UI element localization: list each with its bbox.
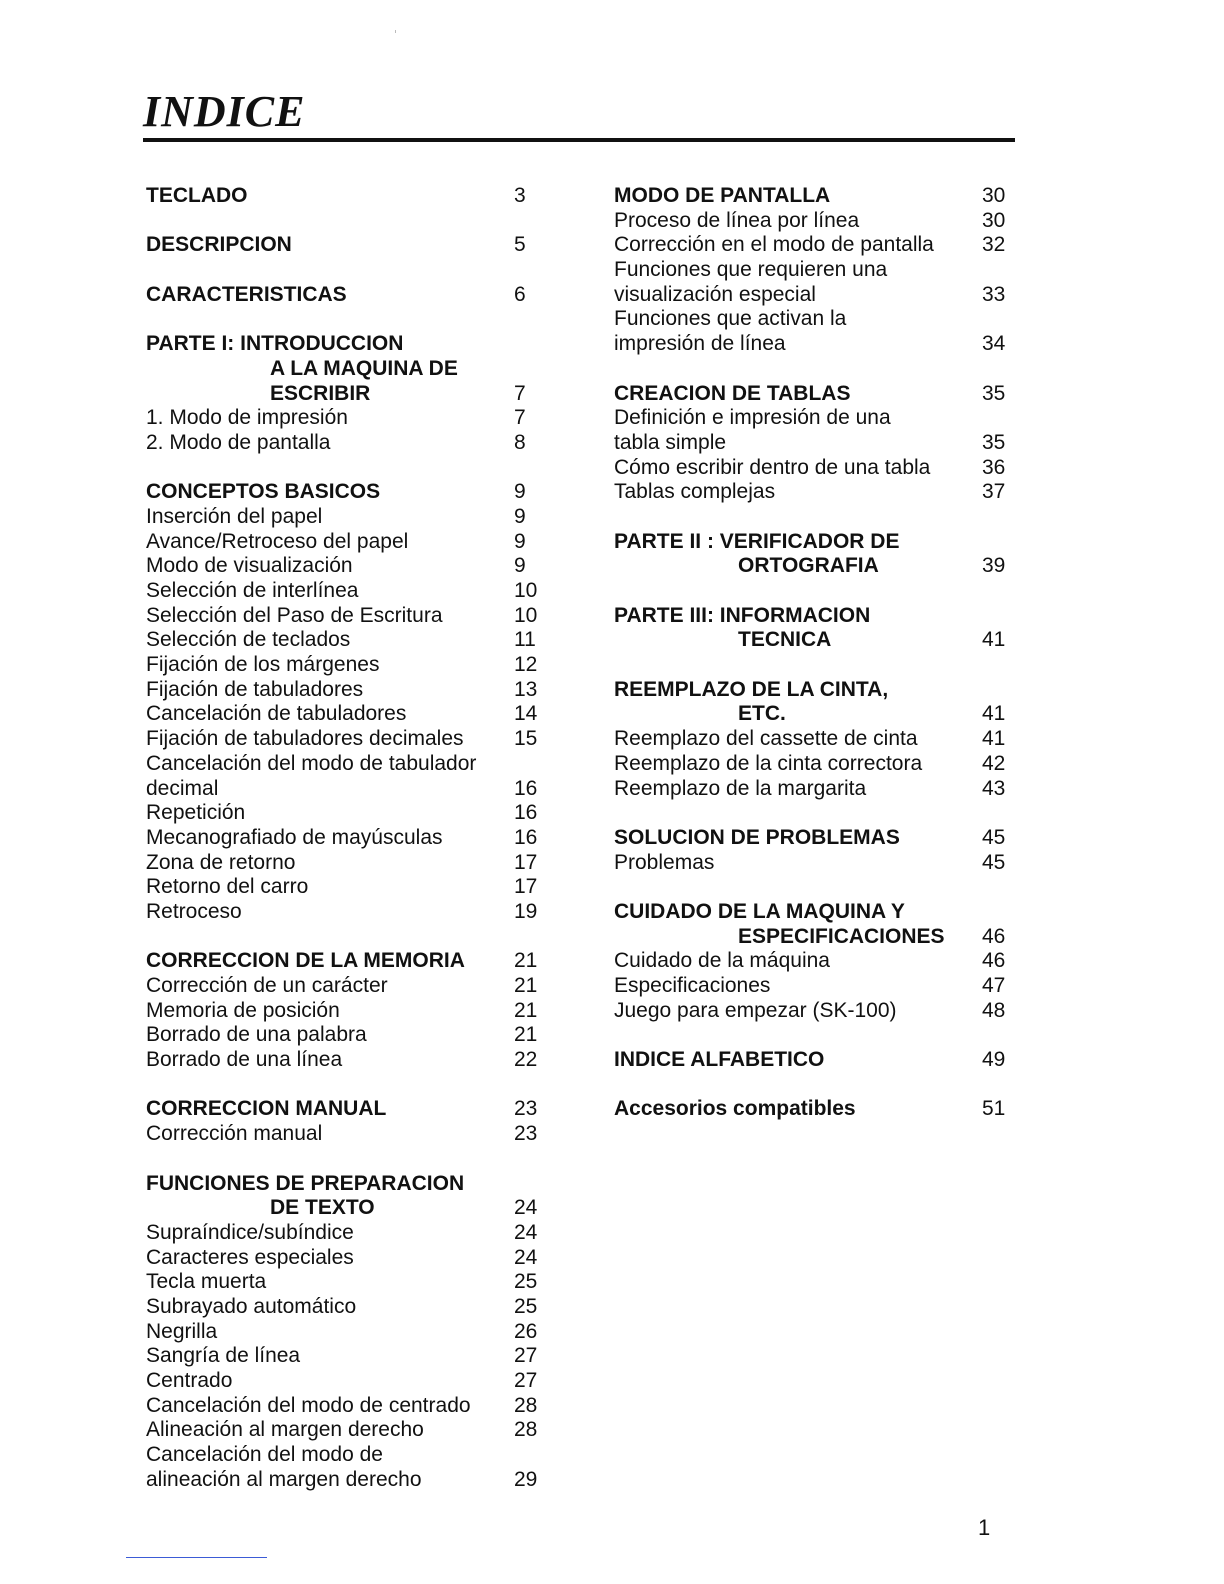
toc-entry <box>146 851 546 876</box>
toc-entry-title: A LA MAQUINA DE <box>270 356 458 380</box>
toc-entry-title: decimal <box>146 776 219 800</box>
toc-entry-title: ESCRIBIR <box>270 381 371 405</box>
toc-entry <box>614 233 1010 258</box>
toc-page-number: 24 <box>514 1245 538 1269</box>
toc-entry-title: Modo de visualización <box>146 554 353 578</box>
toc-entry-title: DESCRIPCION <box>146 233 292 257</box>
toc-entry <box>146 801 546 826</box>
toc-entry <box>146 1443 546 1468</box>
toc-spacer <box>614 1073 1010 1098</box>
toc-entry-title: Zona de retorno <box>146 850 296 874</box>
toc-heading <box>146 382 546 407</box>
toc-page-number: 27 <box>514 1369 538 1392</box>
toc-entry-title: Alineación al margen derecho <box>146 1418 424 1442</box>
toc-page-number: 21 <box>514 1023 538 1047</box>
toc-spacer <box>614 653 1010 678</box>
toc-page-number: 25 <box>514 1294 538 1318</box>
toc-entry <box>146 1418 546 1443</box>
toc-page-number: 10 <box>514 603 538 627</box>
toc-entry <box>146 777 546 802</box>
toc-entry <box>146 431 546 456</box>
toc-entry-title: Subrayado automático <box>146 1294 357 1318</box>
toc-page-number: 27 <box>514 1344 538 1368</box>
toc-entry <box>146 554 546 579</box>
toc-entry-title: TECLADO <box>146 184 248 207</box>
toc-right-column <box>614 184 1010 1122</box>
toc-entry <box>614 431 1010 456</box>
toc-page-number: 33 <box>982 282 1006 306</box>
toc-heading <box>614 1048 1010 1073</box>
toc-page-number: 45 <box>982 850 1006 874</box>
scan-mark <box>395 30 396 33</box>
toc-entry <box>146 1270 546 1295</box>
toc-page-number: 23 <box>514 1122 538 1146</box>
toc-entry <box>146 604 546 629</box>
toc-spacer <box>146 258 546 283</box>
toc-heading <box>614 554 1010 579</box>
toc-page-number: 9 <box>514 480 526 504</box>
toc-entry-title: 1. Modo de impresión <box>146 406 348 430</box>
toc-page-number: 35 <box>982 381 1006 405</box>
toc-entry-title: CREACION DE TABLAS <box>614 381 851 405</box>
toc-entry-title: Avance/Retroceso del papel <box>146 529 409 553</box>
toc-entry-title: CARACTERISTICAS <box>146 282 347 306</box>
toc-page-number: 36 <box>982 455 1006 479</box>
toc-page-number: 24 <box>514 1220 538 1244</box>
toc-spacer <box>146 1147 546 1172</box>
toc-entry <box>146 653 546 678</box>
toc-entry <box>146 1048 546 1073</box>
toc-entry <box>614 209 1010 234</box>
toc-entry <box>614 480 1010 505</box>
toc-entry <box>614 727 1010 752</box>
toc-entry <box>146 1122 546 1147</box>
toc-page-number: 30 <box>982 208 1006 232</box>
toc-entry <box>146 1221 546 1246</box>
toc-heading <box>146 184 546 209</box>
toc-entry-title: Corrección de un carácter <box>146 974 388 997</box>
toc-entry <box>146 1023 546 1048</box>
toc-entry-title: Selección del Paso de Escritura <box>146 603 443 627</box>
toc-entry-title: Proceso de línea por línea <box>614 208 860 232</box>
toc-page-number: 25 <box>514 1270 538 1294</box>
toc-page-number: 32 <box>982 233 1006 257</box>
toc-entry-title: Cancelación de tabuladores <box>146 702 407 726</box>
toc-page-number: 47 <box>982 974 1006 997</box>
toc-entry-title: FUNCIONES DE PREPARACION <box>146 1171 465 1195</box>
toc-left-column <box>146 184 546 1492</box>
toc-heading <box>614 826 1010 851</box>
toc-page-number: 15 <box>514 727 538 751</box>
toc-entry <box>146 530 546 555</box>
toc-heading <box>614 1097 1010 1122</box>
toc-entry <box>614 974 1010 999</box>
toc-entry-title: visualización especial <box>614 282 816 306</box>
toc-entry <box>614 406 1010 431</box>
toc-entry-title: Borrado de una línea <box>146 1048 343 1072</box>
toc-entry <box>614 752 1010 777</box>
toc-page-number: 7 <box>514 406 526 430</box>
toc-entry <box>146 702 546 727</box>
toc-entry-title: Corrección en el modo de pantalla <box>614 233 934 257</box>
toc-entry-title: Cancelación del modo de <box>146 1443 383 1467</box>
toc-heading <box>614 530 1010 555</box>
toc-page-number: 7 <box>514 381 526 405</box>
toc-page-number: 21 <box>514 998 538 1022</box>
toc-page-number: 45 <box>982 825 1006 849</box>
toc-page-number: 41 <box>982 727 1006 751</box>
toc-entry-title: Fijación de tabuladores decimales <box>146 727 464 751</box>
toc-spacer <box>614 357 1010 382</box>
toc-entry <box>146 826 546 851</box>
toc-entry <box>614 999 1010 1024</box>
toc-entry <box>146 628 546 653</box>
toc-entry <box>614 283 1010 308</box>
toc-entry-title: REEMPLAZO DE LA CINTA, <box>614 677 889 701</box>
toc-page-number: 24 <box>514 1196 538 1220</box>
toc-entry-title: impresión de línea <box>614 332 786 356</box>
toc-page-number: 34 <box>982 332 1006 356</box>
toc-entry-title: Borrado de una palabra <box>146 1023 367 1047</box>
toc-heading <box>146 233 546 258</box>
toc-spacer <box>614 579 1010 604</box>
toc-entry <box>614 332 1010 357</box>
toc-entry <box>146 900 546 925</box>
toc-page-number: 17 <box>514 875 538 899</box>
toc-entry-title: Cancelación del modo de centrado <box>146 1393 471 1417</box>
toc-entry-title: Cancelación del modo de tabulador <box>146 751 477 775</box>
toc-spacer <box>614 801 1010 826</box>
toc-entry <box>146 875 546 900</box>
toc-page-number: 9 <box>514 504 526 528</box>
toc-entry-title: Caracteres especiales <box>146 1245 354 1269</box>
toc-entry <box>614 949 1010 974</box>
toc-entry-title: Centrado <box>146 1369 233 1392</box>
toc-entry-title: DE TEXTO <box>270 1196 375 1220</box>
toc-entry <box>146 1320 546 1345</box>
toc-heading <box>614 925 1010 950</box>
toc-spacer <box>146 456 546 481</box>
toc-page-number: 49 <box>982 1048 1006 1072</box>
toc-entry-title: Selección de teclados <box>146 628 351 652</box>
toc-entry <box>614 456 1010 481</box>
toc-page-number: 9 <box>514 529 526 553</box>
toc-page-number: 10 <box>514 579 538 602</box>
toc-entry-title: PARTE III: INFORMACION <box>614 603 871 627</box>
toc-page-number: 11 <box>514 628 536 652</box>
toc-page-number: 28 <box>514 1418 538 1442</box>
toc-heading <box>614 382 1010 407</box>
toc-page-number: 46 <box>982 924 1006 948</box>
toc-page-number: 43 <box>982 776 1006 800</box>
toc-spacer <box>614 875 1010 900</box>
toc-page-number: 41 <box>982 702 1006 726</box>
toc-entry-title: Accesorios compatibles <box>614 1097 856 1121</box>
toc-entry-title: Sangría de línea <box>146 1344 301 1368</box>
toc-heading <box>146 1172 546 1197</box>
toc-entry-title: Juego para empezar (SK-100) <box>614 998 897 1022</box>
toc-page-number: 21 <box>514 974 538 997</box>
toc-entry-title: 2. Modo de pantalla <box>146 430 331 454</box>
toc-spacer <box>614 505 1010 530</box>
toc-page-number: 12 <box>514 653 538 677</box>
toc-page-number: 23 <box>514 1097 538 1121</box>
toc-spacer <box>146 1073 546 1098</box>
toc-entry-title: PARTE I: INTRODUCCION <box>146 332 404 356</box>
toc-entry-title: SOLUCION DE PROBLEMAS <box>614 825 900 849</box>
toc-page-number: 22 <box>514 1048 538 1072</box>
toc-page-number: 19 <box>514 899 538 923</box>
toc-entry-title: PARTE II : VERIFICADOR DE <box>614 529 900 553</box>
toc-entry <box>614 258 1010 283</box>
toc-page-number: 16 <box>514 776 538 800</box>
toc-entry <box>146 752 546 777</box>
toc-entry-title: MODO DE PANTALLA <box>614 184 831 207</box>
toc-heading <box>146 949 546 974</box>
toc-heading <box>146 480 546 505</box>
toc-heading <box>146 1097 546 1122</box>
toc-heading <box>614 604 1010 629</box>
toc-entry-title: Cómo escribir dentro de una tabla <box>614 455 931 479</box>
toc-entry-title: Reemplazo de la cinta correctora <box>614 751 923 775</box>
toc-entry-title: Reemplazo del cassette de cinta <box>614 727 918 751</box>
toc-entry-title: alineación al margen derecho <box>146 1467 422 1491</box>
toc-page-number: 30 <box>982 184 1006 207</box>
toc-page-number: 29 <box>514 1467 538 1491</box>
toc-page-number: 5 <box>514 233 526 257</box>
toc-entry <box>614 777 1010 802</box>
toc-page-number: 9 <box>514 554 526 578</box>
toc-page-number: 3 <box>514 184 526 207</box>
toc-entry <box>614 851 1010 876</box>
toc-heading <box>146 332 546 357</box>
toc-entry-title: Funciones que activan la <box>614 307 847 331</box>
toc-entry-title: CUIDADO DE LA MAQUINA Y <box>614 899 905 923</box>
toc-entry-title: Mecanografiado de mayúsculas <box>146 825 443 849</box>
toc-entry <box>146 1468 546 1493</box>
toc-entry-title: Tablas complejas <box>614 480 776 504</box>
toc-entry-title: INDICE ALFABETICO <box>614 1048 825 1072</box>
toc-page-number: 21 <box>514 949 538 973</box>
toc-entry-title: Repetición <box>146 801 246 825</box>
toc-heading <box>614 184 1010 209</box>
toc-page-number: 14 <box>514 702 538 726</box>
toc-entry-title: CORRECCION DE LA MEMORIA <box>146 949 465 973</box>
toc-entry <box>146 678 546 703</box>
toc-spacer <box>146 925 546 950</box>
toc-heading <box>614 702 1010 727</box>
toc-page-number: 42 <box>982 751 1006 775</box>
toc-entry <box>614 307 1010 332</box>
toc-page-number: 6 <box>514 282 526 306</box>
toc-entry-title: Definición e impresión de una <box>614 406 891 430</box>
toc-page-number: 16 <box>514 825 538 849</box>
toc-entry-title: ESPECIFICACIONES <box>738 924 945 948</box>
toc-heading <box>614 900 1010 925</box>
toc-page-number: 16 <box>514 801 538 825</box>
toc-entry-title: Memoria de posición <box>146 998 340 1022</box>
toc-entry-title: Tecla muerta <box>146 1270 267 1294</box>
toc-page-number: 48 <box>982 998 1006 1022</box>
toc-entry <box>146 1344 546 1369</box>
page-title: INDICE <box>143 87 306 136</box>
toc-page-number: 17 <box>514 850 538 874</box>
toc-heading <box>614 628 1010 653</box>
toc-entry-title: Cuidado de la máquina <box>614 949 830 973</box>
toc-page-number: 39 <box>982 554 1006 578</box>
toc-entry-title: Reemplazo de la margarita <box>614 776 867 800</box>
toc-entry <box>146 974 546 999</box>
title-rule <box>143 138 1015 142</box>
toc-heading <box>146 1196 546 1221</box>
toc-entry-title: Negrilla <box>146 1319 218 1343</box>
toc-entry-title: TECNICA <box>738 628 832 652</box>
toc-heading <box>146 357 546 382</box>
toc-entry <box>146 727 546 752</box>
toc-spacer <box>614 1023 1010 1048</box>
toc-spacer <box>146 209 546 234</box>
toc-entry-title: CORRECCION MANUAL <box>146 1097 387 1121</box>
toc-entry-title: Especificaciones <box>614 974 771 997</box>
toc-page-number: 41 <box>982 628 1006 652</box>
toc-entry-title: tabla simple <box>614 430 727 454</box>
toc-entry <box>146 1369 546 1394</box>
toc-page-number: 46 <box>982 949 1006 973</box>
toc-entry <box>146 1394 546 1419</box>
toc-entry-title: CONCEPTOS BASICOS <box>146 480 381 504</box>
toc-entry-title: Selección de interlínea <box>146 579 359 602</box>
toc-entry <box>146 505 546 530</box>
toc-entry-title: Retorno del carro <box>146 875 309 899</box>
page-number: 1 <box>978 1515 991 1540</box>
toc-entry <box>146 579 546 604</box>
toc-entry <box>146 1295 546 1320</box>
toc-spacer <box>146 307 546 332</box>
toc-entry-title: Inserción del papel <box>146 504 323 528</box>
toc-page-number: 28 <box>514 1393 538 1417</box>
toc-entry-title: Retroceso <box>146 899 242 923</box>
toc-entry <box>146 406 546 431</box>
toc-page-number: 26 <box>514 1319 538 1343</box>
toc-page-number: 51 <box>982 1097 1006 1121</box>
toc-page-number: 35 <box>982 430 1006 454</box>
toc-heading <box>146 283 546 308</box>
toc-entry-title: ORTOGRAFIA <box>738 554 879 578</box>
toc-entry-title: Funciones que requieren una <box>614 258 888 282</box>
toc-entry-title: Problemas <box>614 850 715 874</box>
toc-page-number: 13 <box>514 677 538 701</box>
toc-entry-title: Supraíndice/subíndice <box>146 1220 354 1244</box>
toc-entry <box>146 1246 546 1271</box>
toc-entry-title: Corrección manual <box>146 1122 323 1146</box>
toc-heading <box>614 678 1010 703</box>
toc-page-number: 8 <box>514 430 526 454</box>
toc-page-number: 37 <box>982 480 1006 504</box>
toc-entry-title: ETC. <box>738 702 786 726</box>
toc-entry <box>146 999 546 1024</box>
footer-line <box>126 1557 267 1558</box>
toc-entry-title: Fijación de los márgenes <box>146 653 380 677</box>
toc-entry-title: Fijación de tabuladores <box>146 677 364 701</box>
